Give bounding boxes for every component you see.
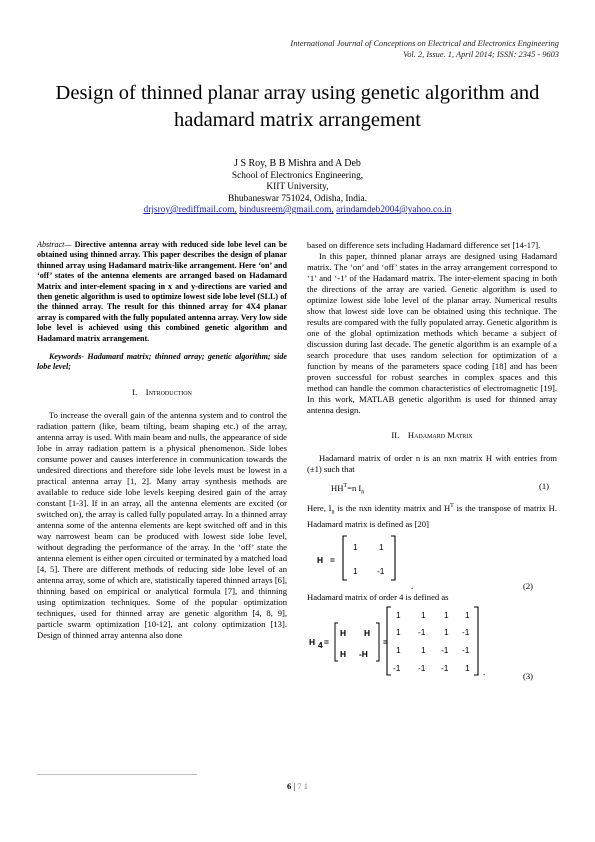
matrix3-cell: 1 (444, 609, 449, 620)
right-column (307, 240, 557, 681)
order4-paragraph: Hadamard matrix of order 4 is defined as (307, 591, 449, 602)
matrix3-cell: 1 (421, 644, 426, 655)
matrix3-cells (393, 610, 470, 673)
journal-name: International Journal of Conceptions on Electrical and Electronics Engineering (290, 39, 559, 48)
matrix3-right-bracket (474, 607, 478, 675)
author-emails (40, 205, 555, 217)
matrix2-cell: 1 (379, 541, 384, 552)
matrix2-cell: 1 (353, 541, 358, 552)
block-cell: H (364, 627, 371, 638)
matrix3-cell: 1 (396, 609, 401, 620)
matrix3-cell: -1 (393, 662, 401, 673)
matrix3-cell: -1 (418, 626, 426, 637)
section-heading-introduction: I. Introduction (132, 386, 192, 397)
hadamard-4x4-matrix (307, 603, 557, 681)
equation-1-number: (1) (538, 481, 549, 491)
matrix2-right-bracket (391, 536, 395, 580)
identity-paragraph: Here, $I_n$ is the nxn identity matrix and $H^T$ is the transpose of matrix H. Hadamard matrix is defined as [20] (307, 502, 557, 529)
matrix3-cell: 1 (421, 609, 426, 620)
matrix2-left-bracket (343, 536, 347, 580)
matrix3-cell: 1 (444, 626, 449, 637)
block-right-bracket (376, 623, 379, 661)
block-cell: H (340, 648, 347, 659)
author-university: KIIT University, (266, 182, 329, 192)
hadamard-2x2-matrix (307, 530, 557, 592)
equation-2-dot: . (411, 580, 414, 591)
abstract-label: Abstract— (37, 240, 72, 249)
keywords: Keywords- Hadamard matrix; thinned array; genetic algorithm; side lobe level; (37, 352, 287, 372)
current-page: 6 (286, 781, 292, 791)
email-link-3[interactable]: arindamdeb2004@yahoo.co.in (336, 205, 452, 215)
matrix2-equals: = (330, 554, 335, 565)
abstract (37, 240, 287, 344)
total-pages: 7 1 (297, 781, 309, 791)
matrix3-label: H (309, 636, 316, 647)
author-school: School of Electronics Engineering, (231, 170, 364, 181)
page-separator: | (293, 781, 296, 791)
matrix3-cell: -1 (462, 626, 470, 637)
equation-1: $HH^T=n$ $I_n$ (1) (331, 481, 549, 496)
matrix2-label: H (317, 554, 324, 565)
matrix2-cell: 1 (353, 565, 358, 576)
paper-overview-paragraph: In this paper, thinned planar arrays are designed using Hadamard matrix. The ‘on’ and ‘off’ states in the array arrangement correspond to ‘1’ and ‘-1’ of the Hadamard matrix. The inter-element spacing in both the directions of the array are varied. Genetic algorithm is used to optimize lowest side lobe level of the planar array. Numerical results show that lowest side love can be obtained using this technique. The results are compared with the fully populated array. Genetic algorithm is one of the global optimization methods which became a subject of discussion during last decade. The genetic algorithm is an example of a search procedure that uses random selection for optimization of a function by means of the parameters space coding [18] and has been proven successful for robust searches in complex spaces and this method can handle the common characteristics of electromagnetic [19]. In this work, MATLAB genetic algorithm is used for thinned array antenna design. (307, 251, 557, 415)
block-cell: H (340, 627, 347, 638)
matrix3-cell: -1 (462, 644, 470, 655)
matrix3-cell: 1 (465, 609, 470, 620)
matrix3-cell: 1 (396, 644, 401, 655)
matrix3-equals-2: = (383, 636, 388, 647)
author-names: J S Roy, B B Mishra and A Deb (234, 158, 361, 169)
author-address: Bhubaneswar 751024, Odisha, India. (227, 193, 368, 204)
abstract-text: Directive antenna array with reduced side lobe level can be obtained using thinned array. This paper describes the design of planar thinned array using Hadamard matrix-like arrangement. Here ‘on’ and ‘off’ states of the antenna elements are arranged based on Hadamard Matrix and inter-element spacing in x and y-directions are varied and then genetic algorithm is used to optimize lowest side lobe level (SLL) of the thinned array. The result for this thinned array for 4X4 planar array is compared with the fully populated antenna array. Very low side lobe level is achieved using this combined genetic algorithm and Hadamard matrix arrangement. (37, 240, 287, 343)
paper-title: Design of thinned planar array using genetic algorithm and hadamard matrix arrangement (55, 82, 540, 131)
left-column (37, 240, 287, 641)
equation-2-number: (2) (523, 580, 534, 591)
equation-2 (307, 530, 557, 592)
continuation-paragraph: based on difference sets including Hadamard difference set [14-17]. (307, 240, 541, 250)
intro-paragraph: To increase the overall gain of the antenna system and to control the radiation pattern (like, beam tilting, beam shaping etc.) of the array, antenna array is used. With main beam and nulls, the appearance of side lobe in array radiation pattern is a physical phenomenon. Side lobes consume power and causes interference in communication towards the undesired directions and therefore side lobe levels must be lowest in a practical antenna array [1, 2]. Many array synthesis methods are available to reduce side lobe levels keeping desired gain of the array constant [1-3]. If in an array, all the antenna elements are excited (or switched on), the array is called fully populated array. In a thinned array antenna some of the antenna elements are kept switched off and in this way narrowest beam can be produced with lowest side lobe level, without degrading the performance of the array. In the ‘off’ state the antenna element is either open circuited or terminated by a matched load [4, 5]. There are different methods of reducing side lobe level of an antenna array, some of which are, statistically tapered thinned arrays [6], thinning based on empirical or analytical formula [7], and thinning using optimization techniques. Some of the popular optimization techniques, used for thinned array are genetic algorithm [4, 8, 9], particle swarm optimization [10-12], ant colony optimization [13]. Design of thinned array antenna also done (37, 409, 287, 640)
block-cell: -H (359, 648, 368, 659)
matrix2-cell: -1 (377, 565, 385, 576)
footer-divider (37, 774, 197, 775)
journal-issue: Vol. 2, Issue. 1, April 2014; ISSN: 2345 - 9603 (403, 50, 559, 59)
equation-3-number: (3) (523, 670, 534, 681)
journal-header (290, 38, 559, 60)
author-block (40, 158, 555, 217)
equation-3 (307, 603, 557, 681)
matrix3-cell: -1 (418, 662, 426, 673)
matrix3-sub: 4 (318, 639, 323, 650)
block-left-bracket (335, 623, 338, 661)
equation-3-dot: . (483, 666, 486, 677)
matrix3-cell: 1 (396, 626, 401, 637)
matrix3-cell: -1 (441, 644, 449, 655)
section-heading-hadamard: II. Hadamard Matrix (391, 430, 473, 440)
matrix3-cell: 1 (465, 662, 470, 673)
page-number (0, 781, 595, 791)
email-link-2[interactable]: bindusreem@gmail.com, (239, 205, 334, 215)
hadamard-definition-paragraph: Hadamard matrix of order n is an nxn matrix H with entries from (±1) such that (307, 453, 557, 474)
matrix3-equals: = (324, 636, 329, 647)
email-link-1[interactable]: drjsroy@rediffmail.com, (143, 205, 237, 215)
matrix3-cell: -1 (441, 662, 449, 673)
